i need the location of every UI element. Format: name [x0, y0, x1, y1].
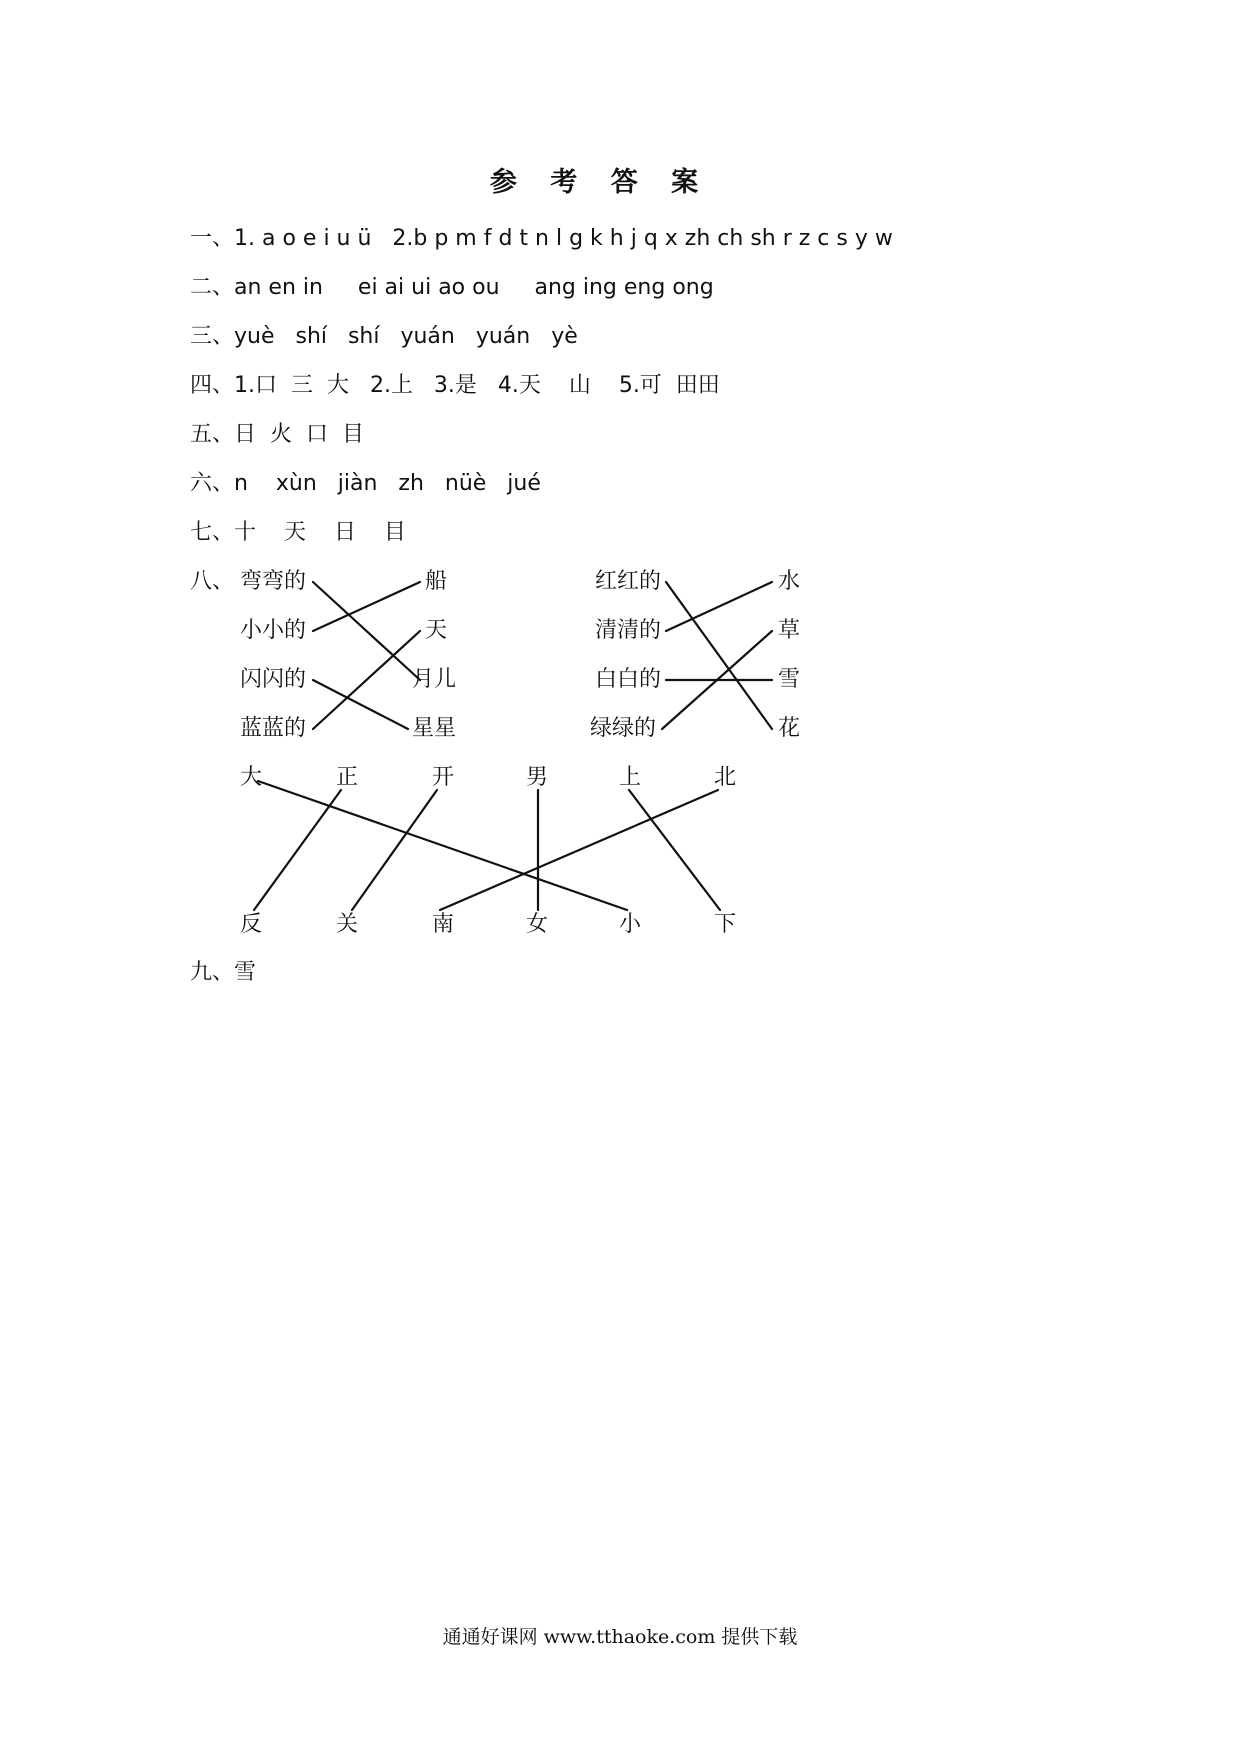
answer-7: 七、十 天 日 目: [190, 520, 406, 545]
answer-8-label: 八、: [190, 569, 235, 594]
match-a-right-word: 船: [425, 569, 448, 594]
match-a-left-word: 蓝蓝的: [240, 716, 307, 741]
connector-line: [666, 582, 772, 631]
match-b-left-word: 红红的: [595, 569, 662, 594]
match-a-left-word: 弯弯的: [240, 569, 307, 594]
match-a-left-word: 闪闪的: [240, 667, 307, 692]
connector-line: [352, 790, 437, 910]
match-a-right-word: 星星: [412, 716, 457, 741]
match-b-right-word: 水: [778, 569, 801, 594]
match-b-right-word: 雪: [778, 667, 801, 692]
opposite-bottom-word: 女: [526, 912, 549, 937]
connector-line: [440, 790, 718, 910]
opposite-bottom-word: 下: [714, 912, 737, 937]
connector-line: [313, 680, 408, 729]
opposite-top-word: 北: [714, 765, 737, 790]
opposite-bottom-word: 反: [240, 912, 263, 937]
match-a-right-word: 天: [425, 618, 448, 643]
answer-3: 三、yuè shí shí yuán yuán yè: [190, 324, 578, 349]
match-b-left-word: 清清的: [595, 618, 662, 643]
connector-line: [313, 582, 420, 631]
match-b-left-word: 绿绿的: [590, 716, 657, 741]
match-b-right-word: 草: [778, 618, 801, 643]
match-b-right-word: 花: [778, 716, 801, 741]
opposite-top-word: 开: [432, 765, 455, 790]
match-b-left-word: 白白的: [595, 667, 662, 692]
footer-credit: 通通好课网 www.tthaoke.com 提供下载: [442, 1626, 798, 1648]
opposite-bottom-word: 关: [336, 912, 359, 937]
opposite-top-word: 上: [619, 765, 642, 790]
connector-line: [666, 582, 772, 729]
connector-line: [258, 781, 627, 910]
opposite-top-word: 大: [240, 765, 263, 790]
answer-5: 五、日 火 口 目: [190, 422, 364, 447]
answer-2: 二、an en in ei ai ui ao ou ang ing eng ong: [190, 275, 714, 300]
answer-1: 一、1. a o e i u ü 2.b p m f d t n l g k h j q x zh ch sh r z c s y w: [190, 226, 893, 251]
match-a-left-word: 小小的: [240, 618, 307, 643]
opposite-top-word: 正: [336, 765, 359, 790]
connector-line: [313, 582, 420, 680]
page-title: 参 考 答 案: [489, 167, 711, 198]
match-a-right-word: 月儿: [412, 667, 457, 692]
answer-6: 六、n xùn jiàn zh nüè jué: [190, 471, 541, 496]
opposite-bottom-word: 南: [432, 912, 455, 937]
answer-9: 九、雪: [190, 960, 257, 985]
connector-line: [313, 631, 420, 729]
opposite-bottom-word: 小: [619, 912, 642, 937]
connector-line: [254, 790, 341, 910]
opposite-top-word: 男: [526, 765, 549, 790]
answer-4: 四、1.口 三 大 2.上 3.是 4.天 山 5.可 田田: [190, 373, 720, 398]
